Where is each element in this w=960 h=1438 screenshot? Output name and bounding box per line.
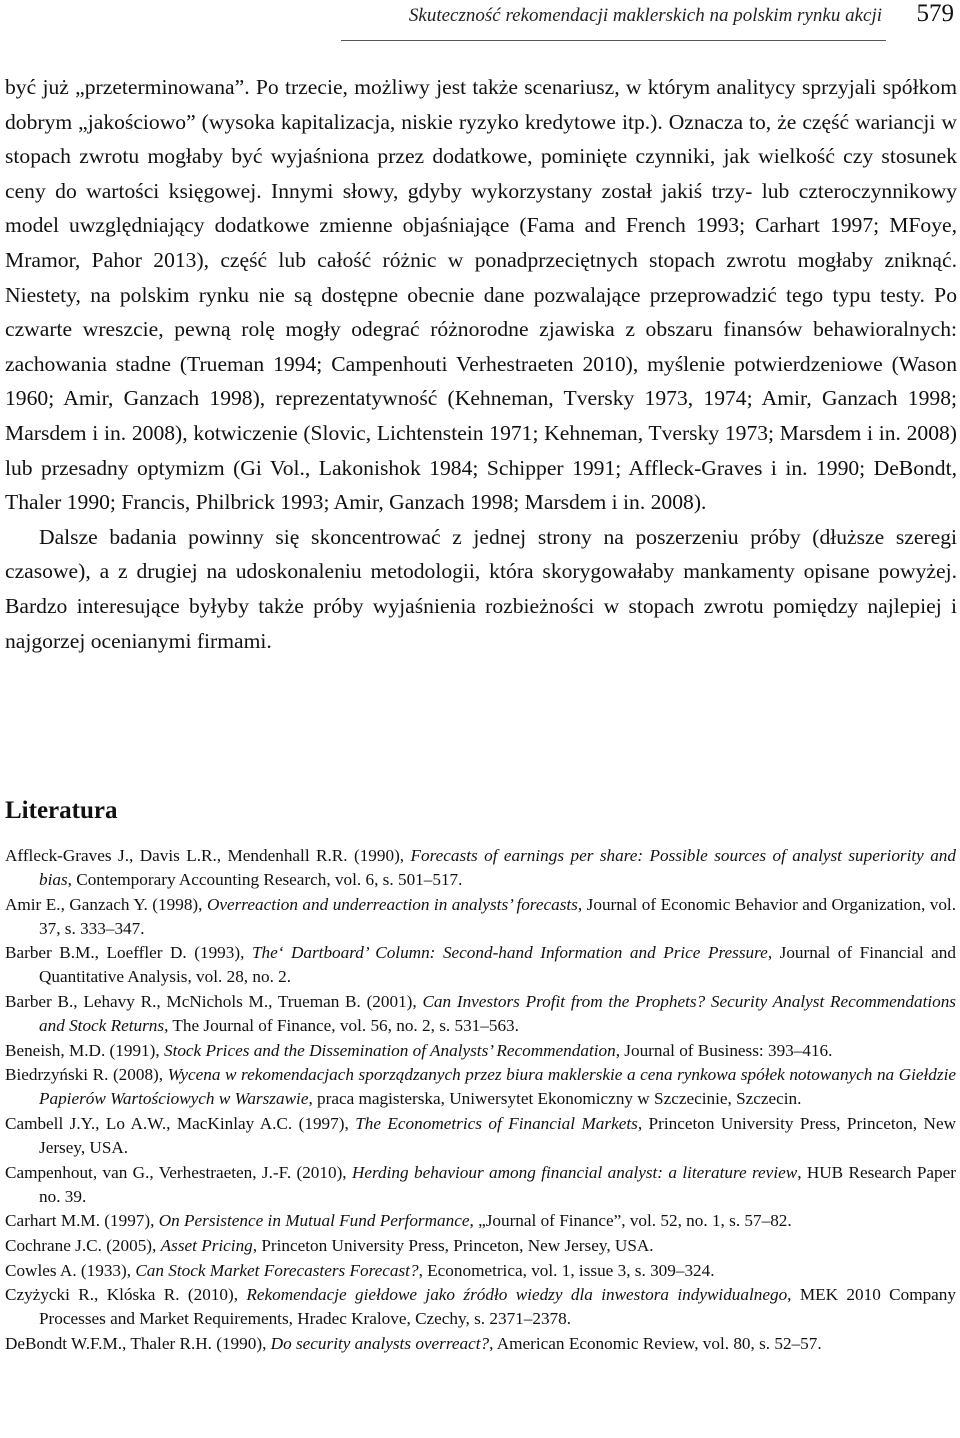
references-list — [5, 844, 956, 1356]
reference-item: DeBondt W.F.M., Thaler R.H. (1990), Do security analysts overreact?, American Economic Review, vol. 80, s. 52–57. — [5, 1333, 822, 1353]
reference-item: Amir E., Ganzach Y. (1998), Overreaction and underreaction in analysts’ forecasts, Journal of Economic Behavior and Organization, vol. 37, s. 333–347. — [5, 894, 957, 938]
reference-item: Cochrane J.C. (2005), Asset Pricing, Princeton University Press, Princeton, New Jersey, USA. — [5, 1236, 654, 1255]
reference-item: Beneish, M.D. (1991), Stock Prices and the Dissemination of Analysts’ Recommendation, Journal of Business: 393–416. — [5, 1040, 833, 1060]
reference-item: Affleck-Graves J., Davis L.R., Mendenhall R.R. (1990), Forecasts of earnings per share: Possible sources of analyst superiority and bias, Contemporary Accounting Research, vol. 6, s. 501–517. — [5, 846, 956, 890]
running-title: Skuteczność rekomendacji maklerskich na polskim rynku akcji — [408, 5, 882, 26]
reference-item: Campenhout, van G., Verhestraeten, J.-F. (2010), Herding behaviour among financial analyst: a literature review, HUB Research Paper no. 39. — [5, 1162, 956, 1206]
reference-item: Barber B., Lehavy R., McNichols M., Trueman B. (2001), Can Investors Profit from the Prophets? Security Analyst Recommendations and Stock Returns, The Journal of Finance, vol. 56, no. 2, s. 531–563. — [5, 992, 956, 1036]
reference-item: Czyżycki R., Klóska R. (2010), Rekomendacje giełdowe jako źródło wiedzy dla inwestora indywidualnego, MEK 2010 Company Processes and Market Requirements, Hradec Kralove, Czechy, s. 2371–2378. — [5, 1285, 956, 1329]
reference-item: Carhart M.M. (1997), On Persistence in Mutual Fund Performance, „Journal of Finance”, vol. 52, no. 1, s. 57–82. — [5, 1211, 792, 1231]
reference-item: Biedrzyński R. (2008), Wycena w rekomendacjach sporządzanych przez biura maklerskie a cena rynkowa spółek notowanych na Giełdzie Papierów Wartościowych w Warszawie, praca magisterska, Uniwersytet Ekonomiczny w Szczecinie, Szczecin. — [5, 1065, 956, 1109]
reference-item: Barber B.M., Loeffler D. (1993), The‘ Dartboard’ Column: Second-hand Information and Price Pressure, Journal of Financial and Quantitative Analysis, vol. 28, no. 2. — [5, 943, 956, 987]
running-header — [0, 0, 960, 46]
page-number: 579 — [916, 0, 954, 27]
body-text — [5, 70, 957, 658]
references-heading: Literatura — [5, 797, 118, 824]
header-rule — [341, 40, 886, 41]
reference-item: Cambell J.Y., Lo A.W., MacKinlay A.C. (1997), The Econometrics of Financial Markets, Princeton University Press, Princeton, New Jersey, USA. — [5, 1114, 956, 1158]
reference-item: Cowles A. (1933), Can Stock Market Forecasters Forecast?, Econometrica, vol. 1, issue 3, s. 309–324. — [5, 1260, 715, 1280]
body-paragraph-2: Dalsze badania powinny się skoncentrować z jednej strony na poszerzeniu próby (dłuższe szeregi czasowe), a z drugiej na udoskonaleniu metodologii, która skorygowałaby mankamenty opisane powyżej. Bardzo interesujące byłyby także próby wyjaśnienia rozbieżności w stopach zwrotu pomiędzy najlepiej i najgorzej ocenianymi firmami. — [5, 524, 957, 653]
body-paragraph-1: być już „przeterminowana”. Po trzecie, możliwy jest także scenariusz, w którym analitycy sprzyjali spółkom dobrym „jakościowo” (wysoka kapitalizacja, niskie ryzyko kredytowe itp.). Oznacza to, że część wariancji w stopach zwrotu mogłaby być wyjaśniona przez dodatkowe, pominięte czynniki, jak wielkość czy stosunek ceny do wartości księgowej. Innymi słowy, gdyby wykorzystany został jakiś trzy- lub czteroczynnikowy model uwzględniający dodatkowe zmienne objaśniające (Fama and French 1993; Carhart 1997; MFoye, Mramor, Pahor 2013), część lub całość różnic w ponadprzeciętnych stopach zwrotu mogłaby zniknąć. Niestety, na polskim rynku nie są dostępne obecnie dane pozwalające przeprowadzić tego typu testy. Po czwarte wreszcie, pewną rolę mogły odegrać różnorodne zjawiska z obszaru finansów behawioralnych: zachowania stadne (Trueman 1994; Campenhouti Verhestraeten 2010), myślenie potwierdzeniowe (Wason 1960; Amir, Ganzach 1998), reprezentatywność (Kehneman, Tversky 1973, 1974; Amir, Ganzach 1998; Marsdem i in. 2008), kotwiczenie (Slovic, Lichtenstein 1971; Kehneman, Tversky 1973; Marsdem i in. 2008) lub przesadny optymizm (Gi Vol., Lakonishok 1984; Schipper 1991; Affleck-Graves i in. 1990; DeBondt, Thaler 1990; Francis, Philbrick 1993; Amir, Ganzach 1998; Marsdem i in. 2008). — [5, 75, 957, 515]
